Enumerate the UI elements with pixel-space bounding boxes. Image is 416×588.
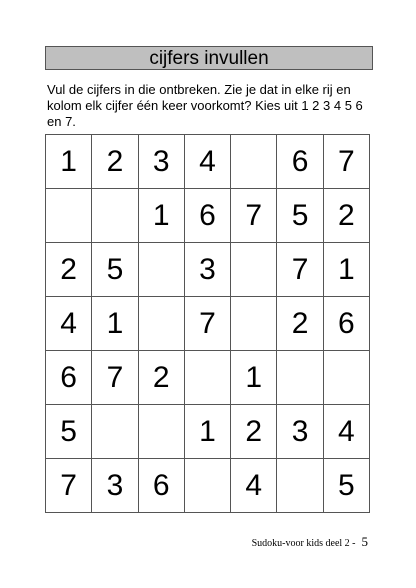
grid-cell[interactable] <box>231 243 277 297</box>
grid-cell[interactable] <box>277 351 323 405</box>
grid-cell[interactable]: 2 <box>138 351 184 405</box>
grid-row <box>46 405 370 459</box>
title-bar <box>45 46 373 70</box>
page-title: cijfers invullen <box>149 47 269 69</box>
grid-row <box>46 243 370 297</box>
grid-row <box>46 297 370 351</box>
grid-cell[interactable] <box>138 297 184 351</box>
grid-cell[interactable] <box>46 189 92 243</box>
grid-cell[interactable] <box>138 243 184 297</box>
instructions-text: Vul de cijfers in die ontbreken. Zie je dat in elke rij en kolom elk cijfer één keer voorkomt? Kies uit 1 2 3 4 5 6 en 7. <box>47 82 363 129</box>
grid-cell[interactable] <box>184 351 230 405</box>
grid-cell[interactable]: 6 <box>138 459 184 513</box>
grid-cell[interactable]: 2 <box>46 243 92 297</box>
grid-cell[interactable] <box>92 405 138 459</box>
grid-row <box>46 351 370 405</box>
grid-cell[interactable]: 3 <box>184 243 230 297</box>
grid-row <box>46 135 370 189</box>
grid-cell[interactable] <box>231 135 277 189</box>
footer-text: Sudoku-voor kids deel 2 - <box>251 538 356 549</box>
grid-cell[interactable]: 4 <box>231 459 277 513</box>
sudoku-grid <box>45 134 370 513</box>
grid-cell[interactable]: 4 <box>46 297 92 351</box>
grid-cell[interactable]: 1 <box>92 297 138 351</box>
grid-cell[interactable]: 1 <box>323 243 369 297</box>
grid-cell[interactable]: 6 <box>323 297 369 351</box>
grid-cell[interactable]: 5 <box>323 459 369 513</box>
grid-cell[interactable]: 2 <box>277 297 323 351</box>
grid-cell[interactable]: 6 <box>277 135 323 189</box>
grid-cell[interactable]: 3 <box>138 135 184 189</box>
grid-cell[interactable]: 7 <box>323 135 369 189</box>
grid-cell[interactable]: 5 <box>277 189 323 243</box>
page-number: 5 <box>361 534 368 549</box>
grid-cell[interactable]: 1 <box>46 135 92 189</box>
grid-cell[interactable] <box>92 189 138 243</box>
grid-cell[interactable] <box>184 459 230 513</box>
grid-cell[interactable]: 7 <box>92 351 138 405</box>
grid-cell[interactable]: 3 <box>277 405 323 459</box>
grid-cell[interactable]: 5 <box>46 405 92 459</box>
grid-cell[interactable]: 6 <box>46 351 92 405</box>
grid-row <box>46 459 370 513</box>
grid-cell[interactable] <box>323 351 369 405</box>
grid-cell[interactable]: 2 <box>231 405 277 459</box>
grid-cell[interactable]: 3 <box>92 459 138 513</box>
grid-cell[interactable] <box>231 297 277 351</box>
grid-cell[interactable]: 2 <box>323 189 369 243</box>
grid-cell[interactable] <box>138 405 184 459</box>
grid-cell[interactable]: 7 <box>46 459 92 513</box>
grid-cell[interactable]: 7 <box>184 297 230 351</box>
grid-cell[interactable]: 1 <box>231 351 277 405</box>
grid-cell[interactable]: 7 <box>231 189 277 243</box>
grid-cell[interactable]: 1 <box>184 405 230 459</box>
grid-cell[interactable]: 7 <box>277 243 323 297</box>
grid-row <box>46 189 370 243</box>
grid-cell[interactable]: 4 <box>323 405 369 459</box>
grid-cell[interactable]: 2 <box>92 135 138 189</box>
grid-cell[interactable]: 4 <box>184 135 230 189</box>
grid-cell[interactable]: 6 <box>184 189 230 243</box>
grid-cell[interactable]: 5 <box>92 243 138 297</box>
grid-cell[interactable]: 1 <box>138 189 184 243</box>
grid-cell[interactable] <box>277 459 323 513</box>
page-footer <box>252 534 368 550</box>
